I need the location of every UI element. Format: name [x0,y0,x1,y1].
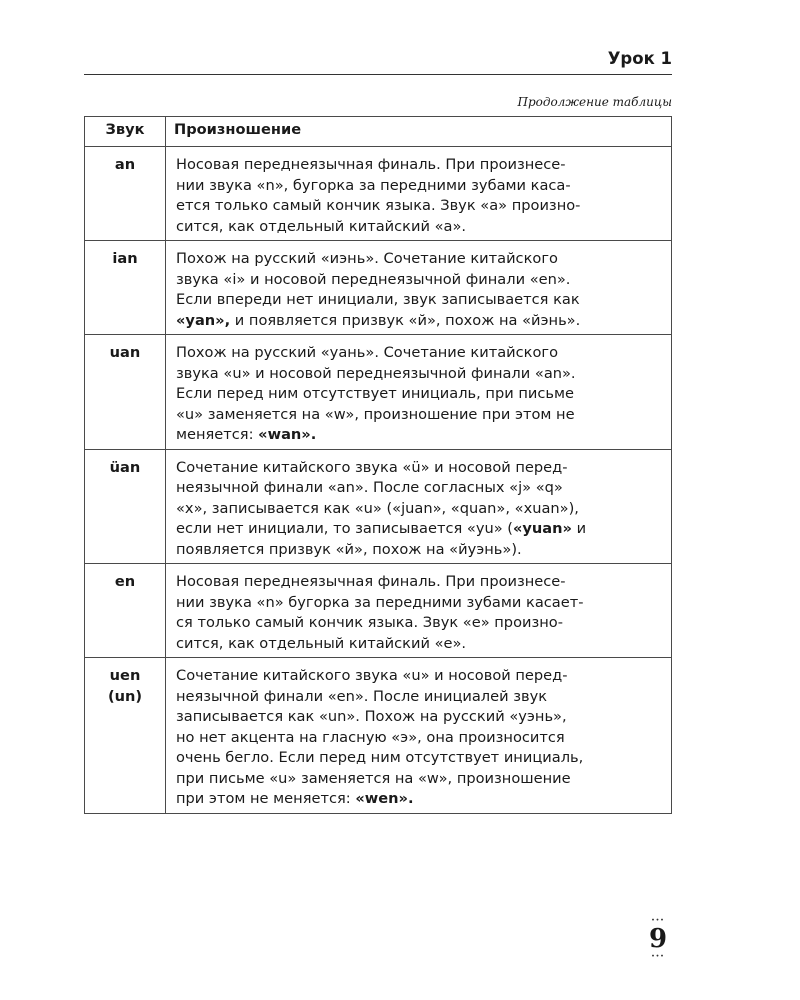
sound-cell [85,564,166,658]
sound-cell [85,449,166,564]
sound-label: ian [112,250,138,267]
description-text: и появляется призвук «й», похож на «йуэнь»). [176,520,587,558]
pronunciation-cell [166,564,672,658]
page-number-block [646,915,670,962]
sound-label: en [114,573,136,590]
column-header-sound: Звук [85,117,166,147]
sound-cell [85,147,166,241]
description-text: Похож на русский «иэнь». Сочетание китайского звука «i» и носовой переднеязычной финали «en». Если впереди нет инициали, звук записывается как [176,250,580,308]
description-text: и появляется призвук «й», похож на «йэнь». [230,311,581,329]
pronunciation-cell [166,241,672,335]
table-row [85,449,672,564]
description-text: Носовая переднеязычная финаль. При произнесе- нии звука «n», бугорка за передними зубами каса- ется только самый кончик языка. Звук «a» произно- сится, как отдельный китайский «a». [176,156,581,235]
sound-label: an [114,156,136,173]
page-header [84,46,672,75]
sound-label: uan [109,344,141,361]
pronunciation-table [84,116,672,814]
example-bold: «yuan» [512,520,572,537]
table-row [85,147,672,241]
sound-cell [85,335,166,450]
table-row [85,658,672,814]
description-text: Носовая переднеязычная финаль. При произнесе- нии звука «n» бугорка за передними зубами касает- ся только самый кончик языка. Звук «e» произно- сится, как отдельный китайский «e». [176,573,584,652]
sound-cell [85,241,166,335]
page-number: 9 [648,924,668,954]
pronunciation-cell [166,449,672,564]
sound-cell [85,658,166,814]
pronunciation-cell [166,147,672,241]
description-text: Похож на русский «уань». Сочетание китайского звука «u» и носовой переднеязычной финали «an». Если перед ним отсутствует инициаль, при письме «u» заменяется на «w», произношение при этом не меняется: [176,344,576,443]
example-bold: «wan». [258,426,317,443]
sound-label: üan [109,458,141,476]
pronunciation-cell [166,335,672,450]
example-bold: «wen». [355,790,414,807]
table-header-row [85,117,672,147]
example-bold: «yan», [176,311,231,329]
table-continuation-note: Продолжение таблицы [517,95,672,109]
table-row [85,564,672,658]
sound-label: uen [109,667,141,684]
lesson-title: Урок 1 [607,49,672,68]
page-dots-top: ··· [651,915,665,926]
page-dots-bottom: ··· [651,951,665,962]
table-row [85,241,672,335]
pronunciation-cell [166,658,672,814]
table-row [85,335,672,450]
sound-alt-label: (un) [107,687,143,705]
description-text: Сочетание китайского звука «u» и носовой перед- неязычной финали «en». После инициалей звук записывается как «un». Похож на русский «уэнь», но нет акцента на гласную «э», она произносится очень бегло. Если перед ним отсутствует инициаль, при письме «u» заменяется на «w», произношение при этом не меняется: [176,667,584,807]
column-header-pronunciation: Произношение [166,117,672,147]
description-text: Сочетание китайского звука «ü» и носовой перед- неязычной финали «an». После согласных «j» «q» «x», записывается как «u» («juan», «quan», «xuan»), если нет инициали, то записывается «yu» ( [176,458,579,537]
